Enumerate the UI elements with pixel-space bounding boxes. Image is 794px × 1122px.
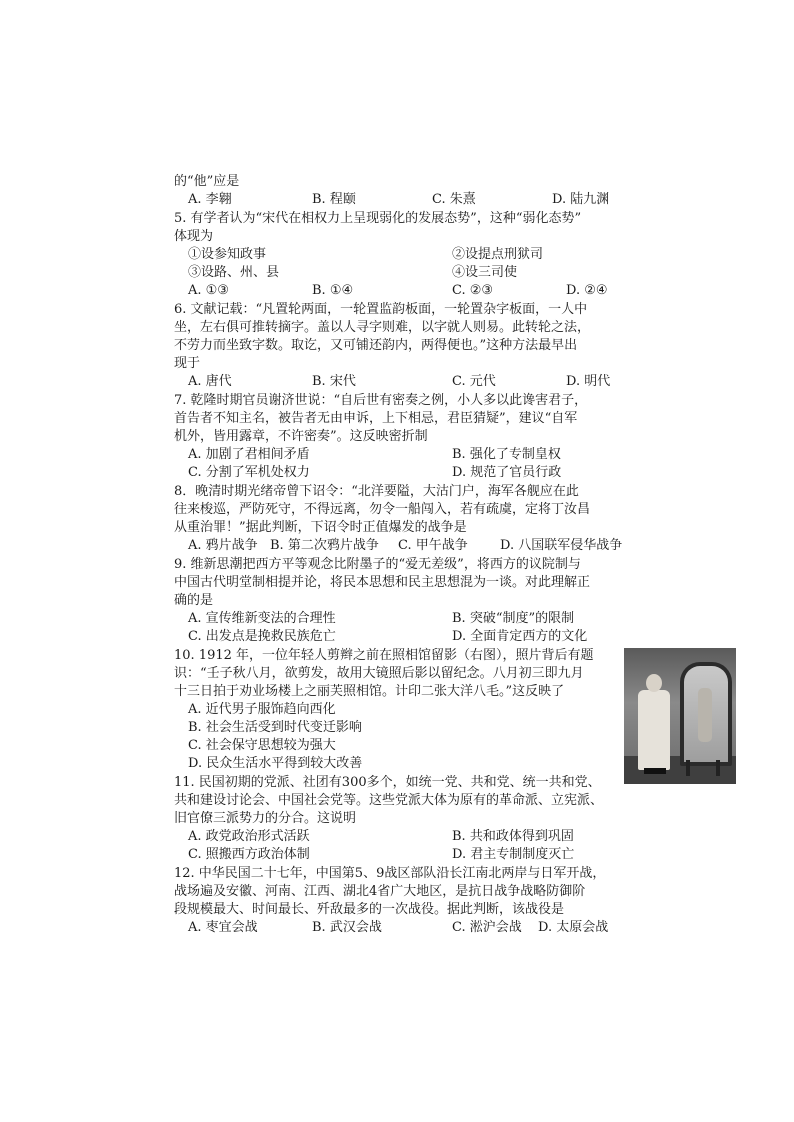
option-b: B. 突破“制度”的限制 [452, 611, 575, 626]
question-5: 5. 有学者认为“宋代在相权力上呈现弱化的发展态势”，这种“弱化态势” [174, 211, 582, 226]
option-d: D. 君主专制制度灭亡 [452, 847, 575, 862]
option-a: A. 鸦片战争 [188, 538, 258, 553]
photo-figure-body [638, 690, 670, 770]
option-a: A. 政党政治形式活跃 [188, 829, 310, 844]
question-text: 确的是 [174, 593, 214, 608]
option-d: D. 民众生活水平得到较大改善 [188, 756, 363, 771]
option-c: C. 社会保守思想较为强大 [188, 738, 336, 753]
photo-figure-head [646, 674, 662, 692]
question-text: 不劳力而坐致字数。取讫，又可铺还韵内，两得便也。”这种方法最早出 [174, 338, 578, 353]
statement-3: ③设路、州、县 [188, 265, 280, 280]
option-c: C. 淞沪会战 [452, 920, 522, 935]
question-11: 11. 民国初期的党派、社团有300多个，如统一党、共和党、统一共和党、 [174, 775, 601, 790]
question-8: 8．晚清时期光绪帝曾下诏令：“北洋要隘，大沽门户，海军各舰应在此 [174, 484, 579, 499]
question-text: 往来梭巡，严防死守，不得远离，勿令一船闯入，若有疏虞，定将丁汝昌 [174, 502, 591, 517]
question-7: 7. 乾隆时期官员谢济世说：“自后世有密奏之例，小人多以此谗害君子， [174, 393, 588, 408]
question-9: 9. 维新思潮把西方平等观念比附墨子的“爱无差级”，将西方的议院制与 [174, 557, 581, 572]
option-a: A. 加剧了君相间矛盾 [188, 447, 310, 462]
option-b: B. ①④ [312, 283, 354, 298]
option-c: C. 元代 [452, 374, 496, 389]
question-text: 共和建设讨论会、中国社会党等。这些党派大体为原有的革命派、立宪派、 [174, 793, 604, 808]
question-text: 首告者不知主名，被告者无由申诉，上下相忌，君臣猜疑”，建议“自军 [174, 411, 578, 426]
option-b: B. 程颐 [312, 192, 356, 207]
statement-2: ②设提点刑狱司 [452, 247, 544, 262]
photo-mirror-leg [686, 760, 690, 776]
option-b: B. 共和政体得到巩固 [452, 829, 574, 844]
option-d: D. 规范了官员行政 [452, 465, 562, 480]
question-12: 12. 中华民国二十七年，中国第5、9战区部队沿长江南北两岸与日军开战， [174, 866, 606, 881]
option-d: D. 全面肯定西方的文化 [452, 629, 588, 644]
question-text: 旧官僚三派势力的分合。这说明 [174, 811, 357, 826]
option-a: A. 李翱 [188, 192, 232, 207]
question-6: 6. 文献记载：“凡置轮两面，一轮置监韵板面，一轮置杂字板面，一人中 [174, 302, 588, 317]
option-b: B. 强化了专制皇权 [452, 447, 561, 462]
option-d: D. 陆九渊 [552, 192, 610, 207]
question-text: 段规模最大、时间最长、歼敌最多的一次战役。据此判断，该战役是 [174, 902, 565, 917]
option-a: A. ①③ [188, 283, 229, 298]
option-b: B. 第二次鸦片战争 [270, 538, 379, 553]
photo-figure-shoes [644, 768, 666, 774]
statement-4: ④设三司使 [452, 265, 518, 280]
option-d: D. ②④ [566, 283, 608, 298]
option-d: D. 太原会战 [538, 920, 609, 935]
photo-mirror-leg [716, 760, 720, 776]
option-c: C. 照搬西方政治体制 [188, 847, 310, 862]
question-text: 从重治罪！”据此判断，下诏令时正值爆发的战争是 [174, 520, 467, 535]
option-d: D. 明代 [566, 374, 611, 389]
option-b: B. 宋代 [312, 374, 356, 389]
historical-photo [624, 648, 736, 784]
question-text: 战场遍及安徽、河南、江西、湖北4省广大地区，是抗日战争战略防御阶 [174, 884, 586, 899]
question-text: 体现为 [174, 229, 214, 244]
question-text: 现于 [174, 356, 201, 371]
option-d: D. 八国联军侵华战争 [500, 538, 623, 553]
question-10: 10. 1912 年，一位年轻人剪辫之前在照相馆留影（右图），照片背后有题 [174, 648, 594, 663]
option-a: A. 近代男子服饰趋向西化 [188, 702, 336, 717]
option-a: A. 枣宜会战 [188, 920, 258, 935]
option-c: C. 分割了军机处权力 [188, 465, 310, 480]
statement-1: ①设参知政事 [188, 247, 267, 262]
option-b: B. 社会生活受到时代变迁影响 [188, 720, 362, 735]
option-a: A. 宣传维新变法的合理性 [188, 611, 336, 626]
question-text: 机外，皆用露章，不许密奏”。这反映密折制 [174, 429, 428, 444]
option-c: C. ②③ [452, 283, 494, 298]
photo-reflection [698, 688, 712, 742]
question-text: 中国古代明堂制相提并论，将民本思想和民主思想混为一谈。对此理解正 [174, 575, 591, 590]
option-c: C. 出发点是挽救民族危亡 [188, 629, 336, 644]
option-a: A. 唐代 [188, 374, 232, 389]
question-text: 识：“壬子秋八月，欲剪发，故用大镜照后影以留纪念。八月初三即九月 [174, 666, 584, 681]
option-b: B. 武汉会战 [312, 920, 382, 935]
option-c: C. 甲午战争 [398, 538, 468, 553]
option-c: C. 朱熹 [432, 192, 476, 207]
question-text: 十三日拍于劝业场楼上之丽芙照相馆。计印二张大洋八毛。”这反映了 [174, 684, 565, 699]
question-text: 的“他”应是 [174, 174, 240, 189]
question-text: 坐，左右俱可推转摘字。盖以人寻字则难，以字就人则易。此转轮之法， [174, 320, 591, 335]
